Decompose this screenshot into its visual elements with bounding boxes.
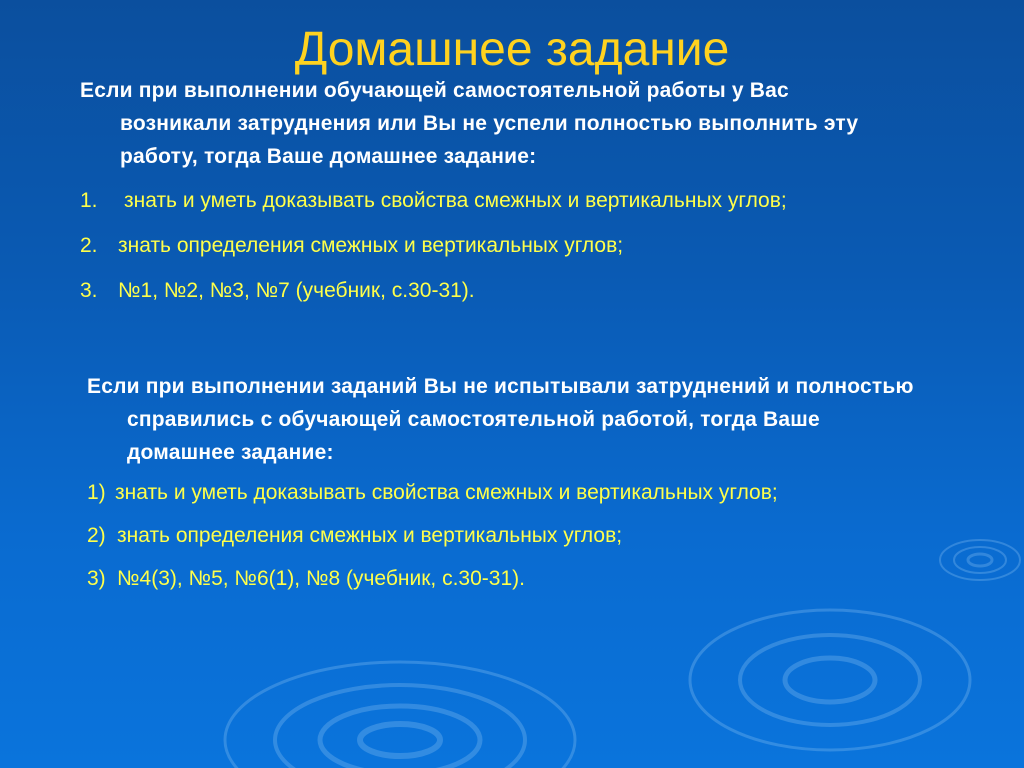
list-item bbox=[87, 477, 927, 508]
section-2-intro: Если при выполнении заданий Вы не испытывали затруднений и полностью справились с обучающей самостоятельной работой, тогда Ваше домашнее задание: bbox=[87, 375, 914, 464]
homework-section-1 bbox=[80, 74, 900, 306]
list-item-number: 1) bbox=[87, 481, 106, 504]
homework-section-2 bbox=[87, 370, 927, 594]
list-item-number: 2) bbox=[87, 524, 106, 547]
list-item-text: знать и уметь доказывать свойства смежных и вертикальных углов; bbox=[124, 189, 787, 212]
list-item-text: №4(3), №5, №6(1), №8 (учебник, с.30-31). bbox=[117, 567, 525, 590]
slide-title-text: Домашнее задание bbox=[294, 23, 730, 76]
list-item bbox=[80, 185, 900, 216]
section-1-intro: Если при выполнении обучающей самостоятельной работы у Вас возникали затруднения или Вы не успели полностью выполнить эту работу, тогда Ваше домашнее задание: bbox=[80, 79, 859, 168]
list-item-text: знать определения смежных и вертикальных углов; bbox=[117, 524, 623, 547]
list-item-text: №1, №2, №3, №7 (учебник, с.30-31). bbox=[118, 279, 475, 302]
list-item-number: 1. bbox=[80, 189, 98, 212]
list-item-text: знать и уметь доказывать свойства смежных и вертикальных углов; bbox=[115, 481, 778, 504]
list-item-number: 2. bbox=[80, 234, 98, 257]
list-item bbox=[80, 230, 900, 261]
list-item-number: 3. bbox=[80, 279, 98, 302]
list-item-number: 3) bbox=[87, 567, 106, 590]
list-item-text: знать определения смежных и вертикальных углов; bbox=[118, 234, 624, 257]
list-item bbox=[80, 275, 900, 306]
slide-title bbox=[0, 22, 1024, 78]
list-item bbox=[87, 563, 927, 594]
list-item bbox=[87, 520, 927, 551]
